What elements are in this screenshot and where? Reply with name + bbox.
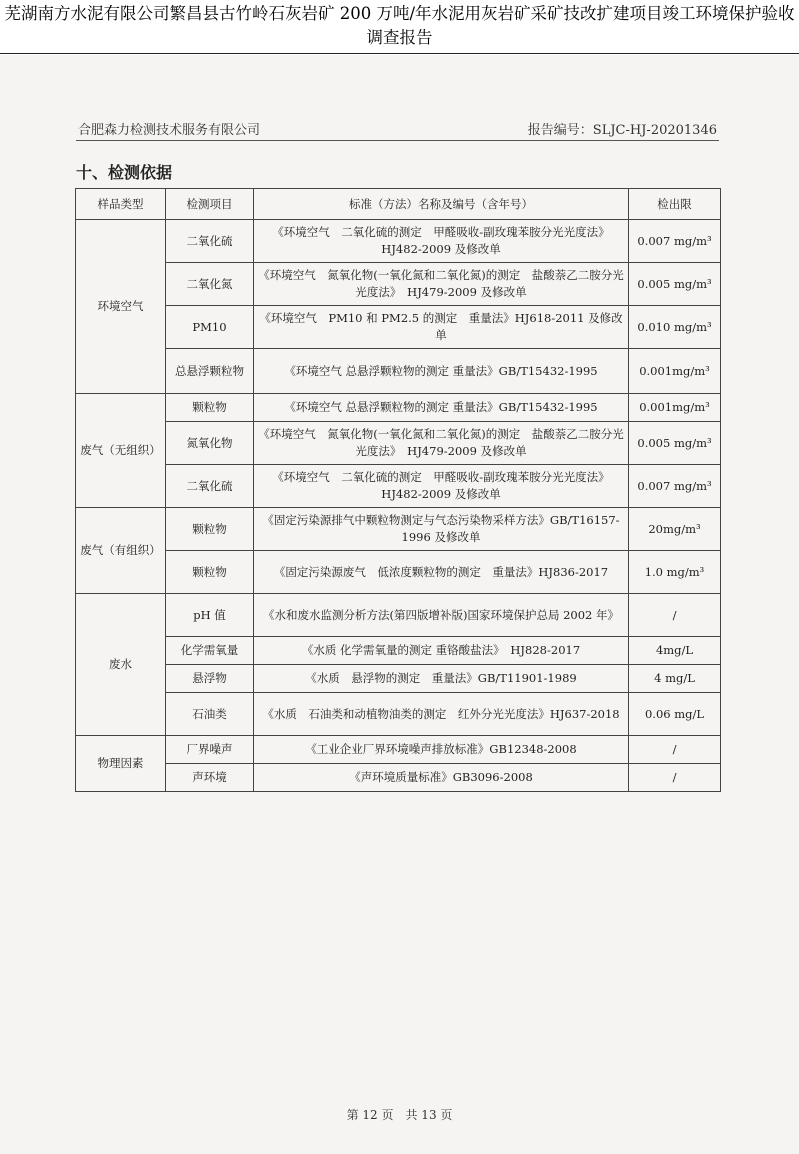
table-row [76, 665, 721, 693]
table-row [76, 637, 721, 665]
test-item-cell: 石油类 [166, 693, 254, 736]
test-item-cell: 颗粒物 [166, 394, 254, 422]
test-item-cell: 厂界噪声 [166, 736, 254, 764]
detection-limit-cell: 0.007 mg/m³ [629, 220, 721, 263]
sample-type-cell: 物理因素 [76, 736, 166, 792]
detection-limit-cell: / [629, 764, 721, 792]
detection-limit-cell: / [629, 594, 721, 637]
detection-limit-cell: 0.001mg/m³ [629, 349, 721, 394]
detection-limit-cell: 20mg/m³ [629, 508, 721, 551]
standard-cell: 《水和废水监测分析方法(第四版增补版)国家环境保护总局 2002 年》 [254, 594, 629, 637]
standard-cell: 《环境空气 二氧化硫的测定 甲醛吸收-副玫瑰苯胺分光光度法》HJ482-2009 及修改单 [254, 220, 629, 263]
standard-cell: 《环境空气 总悬浮颗粒物的测定 重量法》GB/T15432-1995 [254, 349, 629, 394]
test-item-cell: 二氧化硫 [166, 220, 254, 263]
sample-type-cell: 废气（有组织） [76, 508, 166, 594]
table-row [76, 465, 721, 508]
detection-limit-cell: 0.005 mg/m³ [629, 422, 721, 465]
page-number: 第 12 页 共 13 页 [346, 1108, 453, 1122]
table-row [76, 551, 721, 594]
detection-limit-cell: 4mg/L [629, 637, 721, 665]
detection-limit-cell: 0.005 mg/m³ [629, 263, 721, 306]
report-number: 报告编号：SLJC-HJ-20201346 [527, 123, 717, 138]
standard-cell: 《固定污染源排气中颗粒物测定与气态污染物采样方法》GB/T16157-1996 及修改单 [254, 508, 629, 551]
table-row [76, 263, 721, 306]
title-divider [0, 53, 799, 54]
sample-type-cell: 废气（无组织） [76, 394, 166, 508]
standard-cell: 《环境空气 氮氧化物(一氧化氮和二氧化氮)的测定 盐酸萘乙二胺分光光度法》 HJ479-2009 及修改单 [254, 422, 629, 465]
table-row [76, 220, 721, 263]
standard-cell: 《环境空气 氮氧化物(一氧化氮和二氧化氮)的测定 盐酸萘乙二胺分光光度法》 HJ479-2009 及修改单 [254, 263, 629, 306]
table-row [76, 508, 721, 551]
sample-type-cell: 废水 [76, 594, 166, 736]
table-row [76, 422, 721, 465]
detection-limit-cell: 0.007 mg/m³ [629, 465, 721, 508]
test-item-cell: 二氧化氮 [166, 263, 254, 306]
test-item-cell: 化学需氧量 [166, 637, 254, 665]
red-stamp-edge [786, 545, 796, 695]
detection-limit-cell: / [629, 736, 721, 764]
standard-cell: 《环境空气 总悬浮颗粒物的测定 重量法》GB/T15432-1995 [254, 394, 629, 422]
table-header-row [76, 189, 721, 220]
header-sample-type: 样品类型 [76, 189, 166, 220]
standard-cell: 《声环境质量标准》GB3096-2008 [254, 764, 629, 792]
sample-type-cell: 环境空气 [76, 220, 166, 394]
header-test-item: 检测项目 [166, 189, 254, 220]
standard-cell: 《水质 化学需氧量的测定 重铬酸盐法》 HJ828-2017 [254, 637, 629, 665]
test-item-cell: 声环境 [166, 764, 254, 792]
organization-name: 合肥森力检测技术服务有限公司 [78, 123, 261, 138]
standard-cell: 《水质 石油类和动植物油类的测定 红外分光光度法》HJ637-2018 [254, 693, 629, 736]
table-row [76, 736, 721, 764]
test-item-cell: pH 值 [166, 594, 254, 637]
detection-basis-table [75, 188, 721, 792]
table-row [76, 764, 721, 792]
header-standard: 标准（方法）名称及编号（含年号） [254, 189, 629, 220]
test-item-cell: 悬浮物 [166, 665, 254, 693]
document-title: 芜湖南方水泥有限公司繁昌县古竹岭石灰岩矿 200 万吨/年水泥用灰岩矿采矿技改扩建项目竣工环境保护验收调查报告 [4, 4, 795, 47]
header-detection-limit: 检出限 [629, 189, 721, 220]
table-row [76, 693, 721, 736]
detection-limit-cell: 0.06 mg/L [629, 693, 721, 736]
standard-cell: 《工业企业厂界环境噪声排放标准》GB12348-2008 [254, 736, 629, 764]
standard-cell: 《固定污染源废气 低浓度颗粒物的测定 重量法》HJ836-2017 [254, 551, 629, 594]
section-title: 十、检测依据 [76, 163, 173, 182]
detection-limit-cell: 4 mg/L [629, 665, 721, 693]
header-divider [76, 140, 719, 141]
detection-limit-cell: 0.001mg/m³ [629, 394, 721, 422]
table-row [76, 349, 721, 394]
table-row [76, 394, 721, 422]
test-item-cell: 颗粒物 [166, 551, 254, 594]
detection-limit-cell: 0.010 mg/m³ [629, 306, 721, 349]
standard-cell: 《水质 悬浮物的测定 重量法》GB/T11901-1989 [254, 665, 629, 693]
detection-limit-cell: 1.0 mg/m³ [629, 551, 721, 594]
test-item-cell: PM10 [166, 306, 254, 349]
test-item-cell: 颗粒物 [166, 508, 254, 551]
standard-cell: 《环境空气 二氧化硫的测定 甲醛吸收-副玫瑰苯胺分光光度法》HJ482-2009 及修改单 [254, 465, 629, 508]
test-item-cell: 二氧化硫 [166, 465, 254, 508]
test-item-cell: 氮氧化物 [166, 422, 254, 465]
table-row [76, 306, 721, 349]
standard-cell: 《环境空气 PM10 和 PM2.5 的测定 重量法》HJ618-2011 及修改单 [254, 306, 629, 349]
table-row [76, 594, 721, 637]
test-item-cell: 总悬浮颗粒物 [166, 349, 254, 394]
